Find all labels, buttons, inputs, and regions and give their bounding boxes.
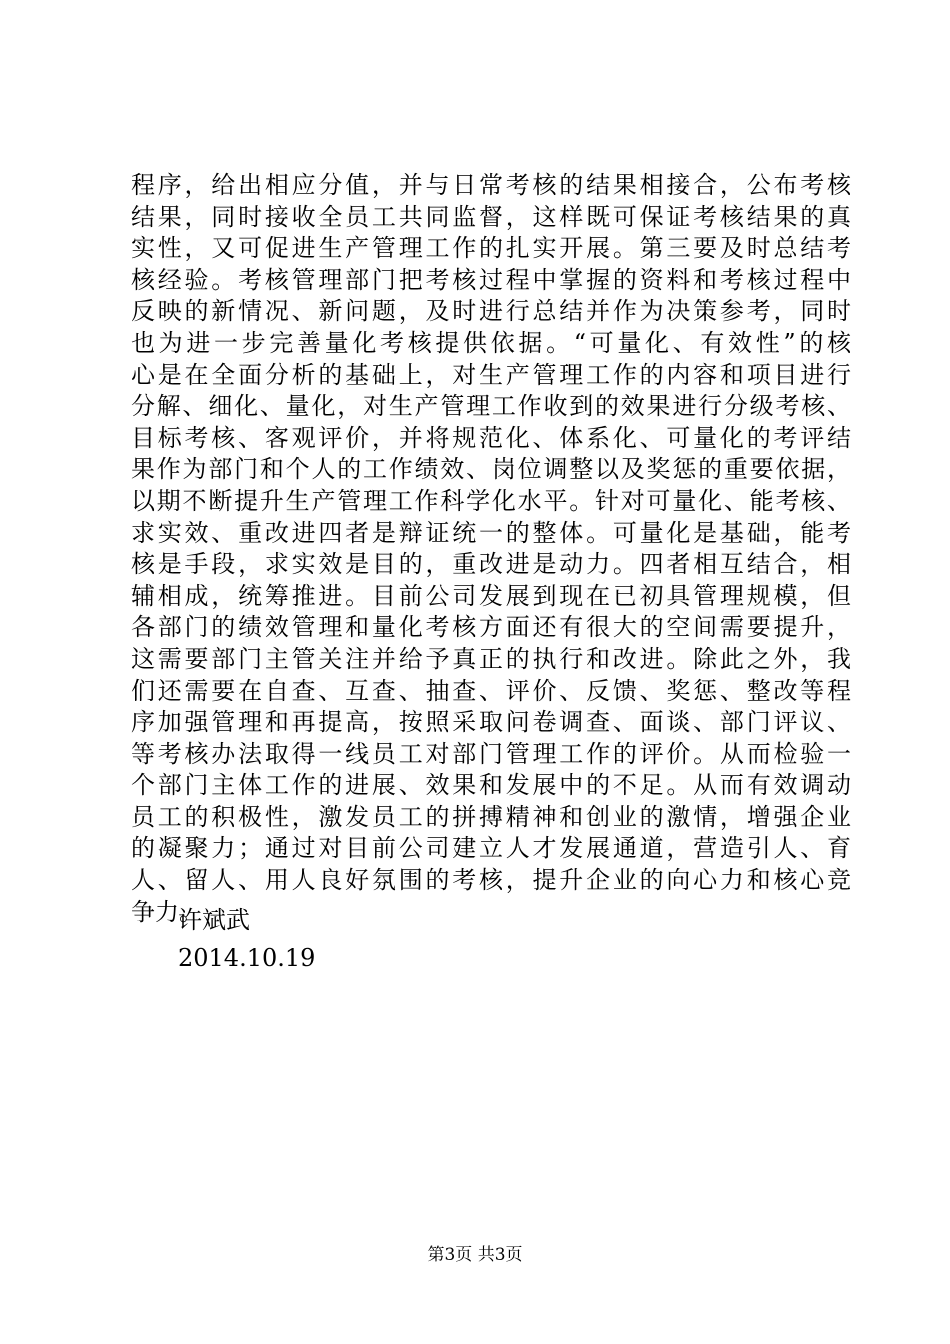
paragraph-line: 分解、细化、量化，对生产管理工作收到的效果进行分级考核、 <box>131 392 851 421</box>
paragraph-line: 结果，同时接收全员工共同监督，这样既可保证考核结果的真 <box>131 202 851 231</box>
paragraph-line: 程序，给出相应分值，并与日常考核的结果相接合，公布考核 <box>131 171 851 199</box>
paragraph-line: 目标考核、客观评价，并将规范化、体系化、可量化的考评结 <box>131 423 851 452</box>
paragraph-line: 等考核办法取得一线员工对部门管理工作的评价。从而检验一 <box>131 739 851 768</box>
paragraph-line: 辅相成，统筹推进。目前公司发展到现在已初具管理规模，但 <box>131 581 851 610</box>
paragraph-line: 们还需要在自查、互查、抽查、评价、反馈、奖惩、整改等程 <box>131 676 851 705</box>
paragraph-line: 这需要部门主管关注并给予真正的执行和改进。除此之外，我 <box>131 644 851 673</box>
signature-date: 2014.10.19 <box>178 944 316 972</box>
paragraph-line: 核经验。考核管理部门把考核过程中掌握的资料和考核过程中 <box>131 265 851 294</box>
page-number: 第3页 共3页 <box>427 1245 523 1265</box>
paragraph-line: 以期不断提升生产管理工作科学化水平。针对可量化、能考核、 <box>131 486 851 515</box>
signature-block <box>178 901 315 977</box>
paragraph-line: 争力。 <box>131 897 203 926</box>
paragraph-line: 反映的新情况、新问题，及时进行总结并作为决策参考，同时 <box>131 297 851 326</box>
paragraph-line: 人、留人、用人良好氛围的考核，提升企业的向心力和核心竞 <box>131 866 851 895</box>
page-footer <box>0 1244 950 1266</box>
paragraph-line: 各部门的绩效管理和量化考核方面还有很大的空间需要提升， <box>131 613 851 642</box>
paragraph-line: 果作为部门和个人的工作绩效、岗位调整以及奖惩的重要依据， <box>131 455 851 484</box>
paragraph-line: 实性，又可促进生产管理工作的扎实开展。第三要及时总结考 <box>131 234 851 263</box>
author-name: 许斌武 <box>178 906 250 934</box>
paragraph-line: 心是在全面分析的基础上，对生产管理工作的内容和项目进行 <box>131 360 851 389</box>
paragraph-line: 员工的积极性，激发员工的拼搏精神和创业的激情，增强企业 <box>131 802 851 831</box>
paragraph-line: 核是手段，求实效是目的，重改进是动力。四者相互结合，相 <box>131 550 851 579</box>
paragraph-line: 也为进一步完善量化考核提供依据。“可量化、有效性”的核 <box>131 328 851 357</box>
paragraph-line: 序加强管理和再提高，按照采取问卷调查、面谈、部门评议、 <box>131 708 851 737</box>
paragraph-line: 求实效、重改进四者是辩证统一的整体。可量化是基础，能考 <box>131 518 851 547</box>
paragraph-line: 个部门主体工作的进展、效果和发展中的不足。从而有效调动 <box>131 771 851 800</box>
body-paragraph <box>131 170 851 928</box>
paragraph-line: 的凝聚力；通过对目前公司建立人才发展通道，营造引人、育 <box>131 834 851 863</box>
